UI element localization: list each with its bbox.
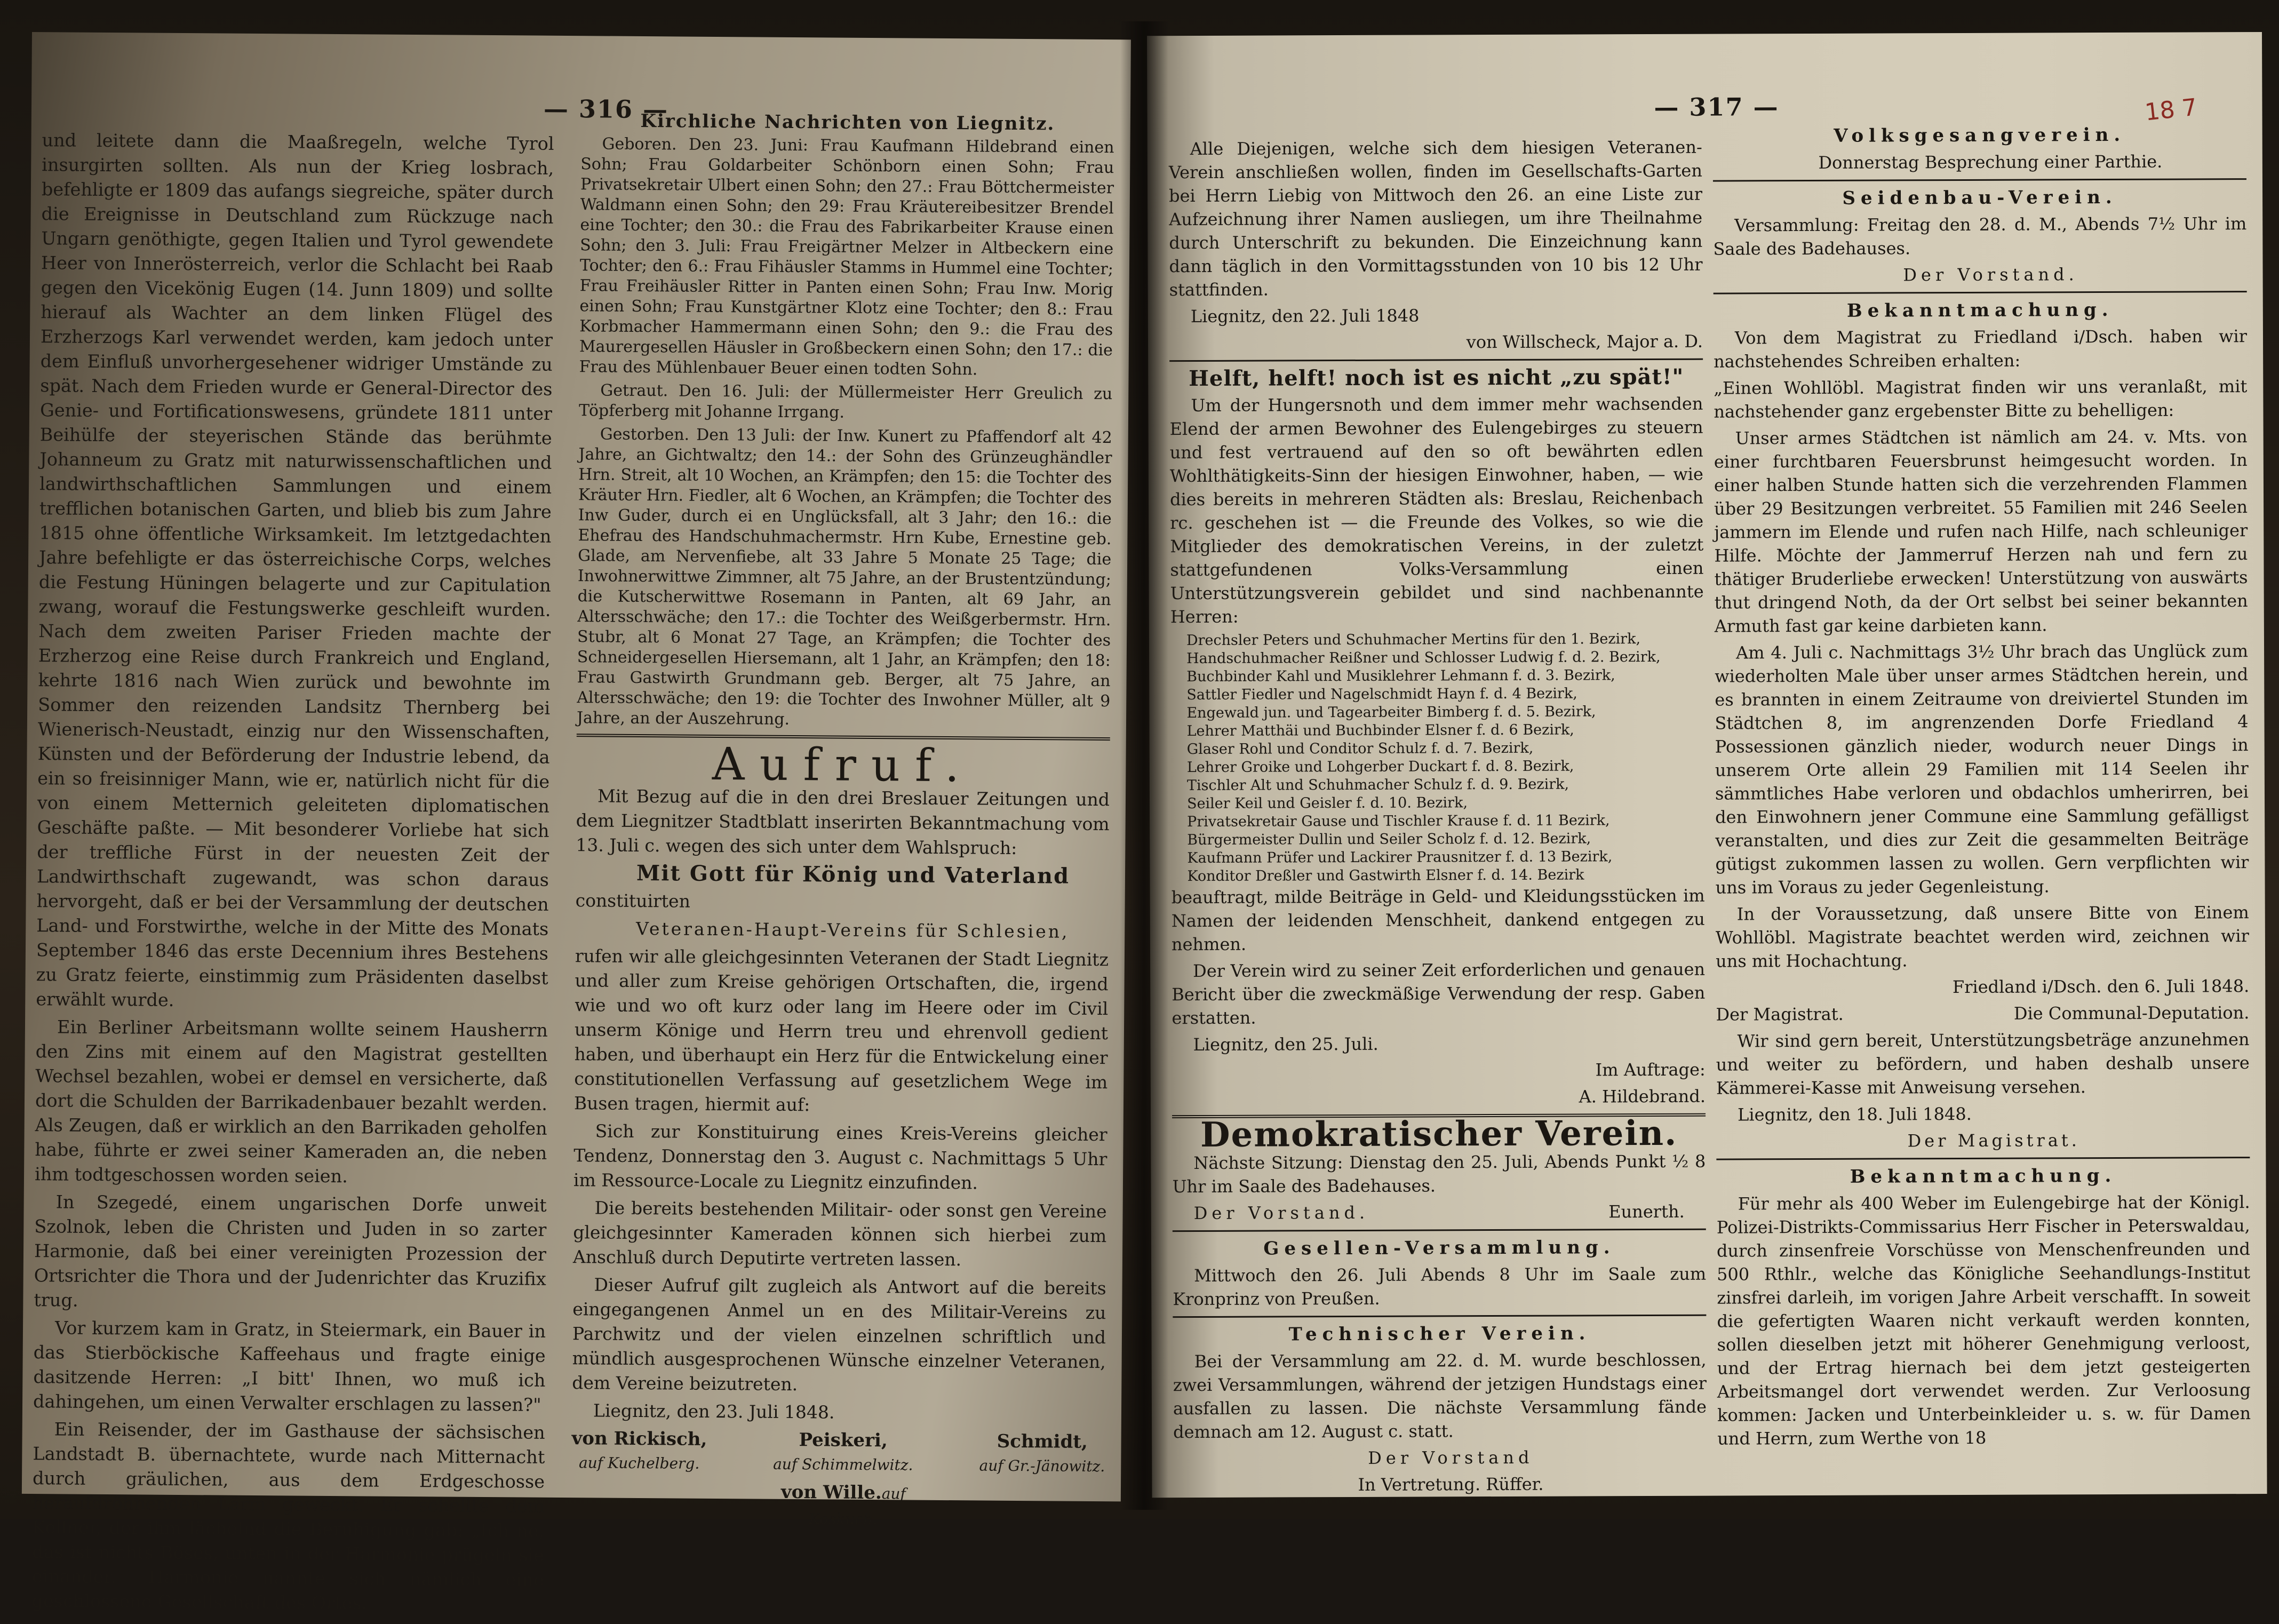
bek2-title: Bekanntmachung. (1850, 1165, 2117, 1188)
bek1-quote: „Einen Wohllöbl. Magistrat finden wir uns veranlaßt, mit nachstehender ganz ergebenster Bitte zu behelligen: (1714, 376, 2248, 422)
list-item: Lehrer Matthäi und Buchbinder Elsner f. d. 6 Bezirk, (1186, 721, 1574, 740)
dem-signature (1173, 1200, 1706, 1225)
seiden-title: Seidenbau-Verein. (1842, 186, 2117, 209)
tech-title: Technischer Verein. (1288, 1323, 1591, 1346)
seiden-body: Versammlung: Freitag den 28. d. M., Abends 7½ Uhr im Saale des Badehauses. (1713, 213, 2247, 259)
dem-body: Nächste Sitzung: Dienstag den 25. Juli, Abends Punkt ½ 8 Uhr im Saale des Badehauses. (1172, 1151, 1706, 1197)
bek1-sig2: Der Magistrat. (1907, 1130, 2080, 1151)
veteran-date: Liegnitz, den 22. Juli 1848 (1190, 305, 1420, 327)
aufruf-signers (571, 1426, 1105, 1479)
helft-sig2: A. Hildebrand. (1579, 1086, 1706, 1107)
aufruf-constituirten: constituirten (575, 890, 691, 912)
list-item: Bürgermeister Dullin und Seiler Scholz f. d. 12. Bezirk, (1187, 830, 1591, 849)
bek1-title: Bekanntmachung. (1846, 299, 2114, 322)
dem-sig-b: Eunerth. (1608, 1201, 1685, 1222)
page-316 (22, 32, 1131, 1614)
list-item: Kaufmann Prüfer und Lackirer Prausnitzer f. d. 13 Bezirk, (1187, 848, 1613, 867)
list-item: Engewald jun. und Tagearbeiter Bimberg f. d. 5. Bezirk, (1186, 703, 1596, 722)
helft-body: Um der Hungersnoth und dem immer mehr wachsenden Elend der armen Bewohner des Eulengebirges zu steuern und fest vertrauend auf den so oft bewährten edlen Wohlthätigkeits-Sinn der hiesigen Einwohner, haben, — wie dies bereits in mehreren Städten als: Breslau, Reichenbach rc. geschehen ist — die Freunde des Volkes, so wie die Mitglieder des demokratischen Vereins, in der zuletzt stattgefundenen Volks-Versammlung einen Unterstützungsverein gebildet und sind nachbenannte Herren: (1169, 393, 1704, 627)
veteran-notice: Alle Diejenigen, welche sich dem hiesigen Veteranen-Verein anschließen wollen, finden im Gesellschafts-Garten bei Herrn Liebig von Mittwoch den 26. an eine Liste zur Aufzeichnung ihrer Namen ausliegen, um ihre Theilnahme durch Unterschrift zu bekunden. Die Einzeichnung kann dann täglich in den Vormittagsstunden von 10 bis 12 Uhr stattfinden. (1168, 137, 1703, 300)
signer: von Wille.auf Koskuch. (780, 1481, 906, 1529)
bek1-sig-a: Der Magistrat. (1716, 1004, 1844, 1025)
list-item: Konditor Dreßler und Gastwirth Elsner f. d. 14. Bezirk (1187, 866, 1584, 885)
article-johann: und leitete dann die Maaßregeln, welche Tyrol insurgirten sollten. Als nun der Krieg losbrach, befehligte er 1809 das aufangs siegreiche, später durch die Ereignisse in Deutschland zum Rückzuge nach Ungarn genöthigte, gegen Italien und Tyrol gewendete Heer von Innerösterreich, verlor die Schlacht bei Raab gegen den Vicekönig Eugen (14. Junn 1809) und sollte hierauf als Wachter an dem linken Flügel des Erzherzogs Karl verwendet werden, kam jedoch unter dem Einfluß unvorhergesehener widriger Umstände zu spät. Nach dem Frieden wurde er General-Director des Genie- und Fortificationswesens, gründete 1811 unter Beihülfe der steyerischen Stände das berühmte Johanneum zu Gratz mit naturwissenschaftlichen und landwirthschaftlichen Sammlungen und einem trefflichen botanischen Garten, und blieb bis zum Jahre 1815 ohne öffentliche Wirksamkeit. Im letztgedachten Jahre befehligte er das österreichische Corps, welches die Festung Hüningen belagerte und zur Capitulation zwang, worauf die Festungswerke geschleift wurden. Nach dem zweiten Pariser Frieden machte der Erzherzog eine Reise durch Frankreich und England, kehrte 1816 nach Wien zurück und bewohnte im Sommer den reizenden Landsitz Thernberg bei Wienerisch-Neustadt, einzig nur den Wissenschaften, Künsten und der Beförderung der Industrie lebend, da ein so freisinniger Mann, wie er, natürlich nicht für die von einem Metternich geleiteten diplomatischen Geschäfte paßte. — Mit besonderer Vorliebe hat sich der treffliche Fürst in der neuesten Zeit der Landwirthschaft zugewandt, was schon daraus hervorgeht, daß er bei der Versammlung der deutschen Land- und Forstwirthe, welche in der Mitte des Monats September 1846 das erste Decennium ihres Bestehens zu Gratz feierte, einstimmig zum Präsidenten daselbst erwählt wurde. (36, 130, 554, 1010)
tech-sig1: Der Vorstand (1368, 1447, 1534, 1468)
left-column-1 (31, 128, 554, 1620)
helft-date: Liegnitz, den 25. Juli. (1193, 1033, 1378, 1055)
gestorben-section: Gestorben. Den 13 Juli: der Inw. Kunert zu Pfaffendorf alt 42 Jahre, an Gichtwaltz; den 14.: der Sohn des Grünzeughändler Hrn. Streit, alt 10 Wochen, an Krämpfen; den 15: die Tochter des Kräuter Hrn. Fiedler, alt 6 Wochen, an Krämpfen; die Tochter des Inw Guder, durch ei en Unglücksfall, alt 3 Jahr; den 16.: die Ehefrau des Handschuhmachermstr. Hrn Kube, Ernestine geb. Glade, am Nervenfiebe, alt 33 Jahre 5 Monate 25 Tage; die Inwohnerwittwe Zimmner, alt 75 Jahre, an der Brustentzündung; die Kutscherwittwe Rosemann in Panten, alt 69 Jahr, an Altersschwäche; den 17.: die Tochter des Weißgerbermstr. Hrn. Stubr, alt 6 Monat 27 Tage, an Krämpfen; die Tochter des Schneidergesellen Hiersemann, alt 1 Jahr, an Krämpfen; den 18: Frau Gastwirth Grundmann geb. Berger, alt 75 Jahre, an Altersschwäche; den 19: die Tochter des Inwohner Müller, alt 9 Jahre, an der Auszehrung. (576, 425, 1112, 729)
bek2-body: Für mehr als 400 Weber im Eulengebirge hat der Königl. Polizei-Distrikts-Commissarius Herr Fischer in Peterswaldau, durch zinsenfreie Vorschüsse von Menschenfreunden und 500 Rthlr., welche das Königliche Seehandlungs-Institut zinsfrei darleih, im vorigen Jahre Arbeit verschafft. In soweit die gefertigten Waaren nicht verkauft werden konnten, sollen dieselben jetzt mit höherer Genehmigung verloost, und der Ertrag hiernach bei dem jetzt gesteigerten Arbeitsmangel dort verwendet werden. Zur Verloosung kommen: Jacken und Unterbeinkleider u. s. w. für Damen und Herrn, zum Werthe von 18 (1716, 1192, 2251, 1449)
page-317 (1147, 32, 2267, 1498)
signer: Peiskeri, auf Schimmelwitz. (773, 1429, 913, 1474)
left-column-2 (571, 110, 1114, 1533)
bek1-p1: Unser armes Städtchen ist nämlich am 24. v. Mts. von einer furchtbaren Feuersbrunst heimgesucht worden. In einer halben Stunde hatten sich die verzehrenden Flammen über 29 Besitzungen verbreitet. 55 Familien mit 246 Seelen jammern im Elende und rufen nach Hilfe, nach schleuniger Hilfe. Möchte der Jammerruf Herzen nah und fern zu thätiger Bruderliebe erwecken! Unterstützung von auswärts thut dringend Noth, da der Ort selbst bei seiner bekannten Armuth fast gar keine darbieten kann. (1714, 426, 2248, 636)
article-berlin: Ein Berliner Arbeitsmann wollte seinem Hausherrn den Zins mit einem auf den Magistrat gestellten Wechsel bezahlen, wobei er demsel en versicherte, daß dort die Schulden der Barrikadenbauer bezahlt werden. Als Zeugen, daß er wirklich an den Barrikaden geholfen habe, führte er zwei seiner Kameraden an, die neben ihm todtgeschossen worden seien. (34, 1016, 548, 1187)
getraut-section: Getraut. Den 16. Juli: der Müllermeister Herr Greulich zu Töpferberg mit Johanne Irrgang. (578, 381, 1113, 422)
helft-end: beauftragt, milde Beiträge in Geld- und Kleidungsstücken im Namen der leidenden Menschheit, dankend entgegen zu nehmen. (1171, 885, 1705, 955)
gesellen-body: Mittwoch den 26. Juli Abends 8 Uhr im Saale zum Kronprinz von Preußen. (1173, 1263, 1707, 1310)
page-number-316: — 316 — (543, 94, 669, 124)
tech-body: Bei der Versammlung am 22. d. M. wurde beschlossen, zwei Versammlungen, während der jetzigen Hundstags einer ausfallen zu lassen. Die nächste Versammlung fände demnach am 12. August c. statt. (1173, 1349, 1707, 1443)
divider (1169, 359, 1703, 362)
list-item: Drechsler Peters und Schuhmacher Mertins für den 1. Bezirk, (1186, 631, 1641, 649)
dem-title: Demokratischer Verein. (1200, 1113, 1678, 1155)
kirchliche-title: Kirchliche Nachrichten von Liegnitz. (640, 110, 1055, 135)
volks-body: Donnerstag Besprechung einer Parthie. (1818, 151, 2163, 173)
helft-list (1170, 630, 1705, 886)
article-szegede: In Szegedé, einem ungarischen Dorfe unweit Szolnok, leben die Christen und Juden in so zarter Harmonie, daß bei einer vereinigten Prozession der Ortsrichter die Thora und der Judenrichter das Kruzifix trug. (34, 1191, 547, 1311)
article-harmonie: Ein Reisender, der im Gasthause der sächsischen Landstadt B. übernachtete, wurde nach Mitternacht durch gräulichen, aus dem Erdgeschosse heraufdröhnenden Lärm geweckt. Er schellte dem Kellner, der ihm lächelnd die Beruhigung gab: „Ich ne, das ist nichts Böses, unten in der Harmonie prügeln sie einander." Harmonie nannte sich nämlich eine geschlossene Gesellschaft des Ortes. (31, 1419, 545, 1614)
divider (1714, 291, 2247, 294)
aufruf-verein-name: Veteranen-Haupt-Vereins für Schlesien, (635, 918, 1070, 942)
veteran-signer: von Willscheck, Major a. D. (1466, 331, 1703, 353)
bek1-signature (1716, 1001, 2249, 1026)
divider (1713, 178, 2246, 181)
helft-p2: Der Verein wird zu seiner Zeit erforderlichen und genauen Bericht über die zweckmäßige Verwendung der resp. Gaben erstatten. (1172, 959, 1706, 1029)
aufruf-p2: Sich zur Konstituirung eines Kreis-Vereins gleicher Tendenz, Donnerstag den 3. August c. Nachmittags 5 Uhr im Ressource-Locale zu Liegnitz einzufinden. (573, 1120, 1107, 1193)
page-number-317: — 317 — (1654, 92, 1779, 122)
bek1-intro: Von dem Magistrat zu Friedland i/Dsch. haben wir nachstehendes Schreiben erhalten: (1714, 326, 2248, 372)
bek1-p3: In der Voraussetzung, daß unsere Bitte von Einem Wohllöbl. Magistrate beachtet werden wird, zeichnen wir uns mit Hochachtung. (1715, 902, 2249, 972)
list-item: Lehrer Groike und Lohgerber Duckart f. d. 8. Bezirk, (1186, 758, 1574, 776)
list-item: Privatsekretair Gause und Tischler Krause f. d. 11 Bezirk, (1187, 812, 1610, 831)
list-item: Tischler Alt und Schuhmacher Schulz f. d. 9. Bezirk, (1186, 776, 1569, 794)
handwritten-page-note: 18 7 (2143, 93, 2198, 126)
bek1-p2: Am 4. Juli c. Nachmittags 3½ Uhr brach das Unglück zum wiederholten Male über unser armes Städtchen herein, und es brannten in einem Zeitraume von dreiviertel Stunden im Städtchen 8, im angrenzenden Dorfe Friedland 4 Possessionen gänzlich nieder, wodurch neuer Dings in unserem Orte allein 29 Familien mit 114 Seelen ihr sämmtliches Habe verloren und obdachlos umherirren, bei den Einwohnern jener Commune eine Sammlung gefälligst veranstalten, und dies zur Zeit die gesammelten Beiträge gütigst zukommen lassen zu wollen. Gern verpflichten wir uns im Voraus zu jeder Gegenleistung. (1715, 641, 2249, 898)
aufruf-date: Liegnitz, den 23. Juli 1848. (593, 1400, 835, 1423)
helft-title: Helft, helft! noch ist es nicht „zu spät!" (1189, 364, 1684, 392)
tech-sig2: In Vertretung. Rüffer. (1358, 1474, 1544, 1495)
aufruf-title: Aufruf. (712, 737, 975, 792)
geboren-section: Geboren. Den 23. Juni: Frau Kaufmann Hildebrand einen Sohn; Frau Goldarbeiter Schönborn einen Sohn; Frau Privatsekretair Ulbert einen Sohn; den 27.: Frau Böttchermeister Waldmann einen Sohn; den 29: Frau Kräutereibesitzer Brendel eine Tochter; den 30.: die Frau des Fabrikarbeiter Krause einen Sohn; den 3. Juli: Frau Freigärtner Melzer in Altbeckern eine Tochter; den 6.: Frau Fihäusler Stamms in Hummel eine Tochter; Frau Freihäusler Ritter in Panten einen Sohn; Frau Inw. Morig einen Sohn; Frau Kunstgärtner Klotz eine Tochter; den 8.: Frau Korbmacher Hammermann einen Sohn; den 9.: die Frau des Maurergesellen Häusler in Großbeckern einen Sohn; den 17.: die Frau des Mühlenbauer Beuer einen todten Sohn. (579, 134, 1114, 379)
divider (1173, 1229, 1706, 1232)
bek1-date: Friedland i/Dsch. den 6. Juli 1848. (1952, 976, 2250, 998)
list-item: Buchbinder Kahl und Musiklehrer Lehmann f. d. 3. Bezirk, (1186, 667, 1615, 686)
signer: Schmidt, auf Gr.-Jänowitz. (979, 1430, 1105, 1476)
bek1-date2: Liegnitz, den 18. Juli 1848. (1738, 1103, 1972, 1125)
article-gratz: Vor kurzem kam in Gratz, in Steiermark, ein Bauer in das Stierböckische Kaffeehaus und fragte einige dasitzende Herren: „I bitt' Ihnen, wo muß ich dahingehen, um einen Verwalter erschlagen zu lassen?" (33, 1317, 546, 1415)
list-item: Seiler Keil und Geisler f. d. 10. Bezirk, (1186, 794, 1468, 813)
divider (1173, 1315, 1706, 1318)
bek1-sig-b: Die Communal-Deputation. (2013, 1002, 2250, 1024)
gesellen-title: Gesellen-Versammlung. (1263, 1237, 1615, 1260)
aufruf-body: rufen wir alle gleichgesinnten Veteranen der Stadt Liegnitz und aller zum Kreise gehörigen Ortschaften, die, irgend wie und wo oft kurz oder lang im Heere oder im Civil unserm Könige und Herrn treu und ehrenvoll gedient haben, und überhaupt ein Herz für die Entwickelung einer constitutionellen Verfassung auf gesetzlichem Wege im Busen tragen, hiermit auf: (573, 945, 1109, 1116)
list-item: Sattler Fiedler und Nagelschmidt Hayn f. d. 4 Bezirk, (1186, 685, 1577, 704)
aufruf-p3: Die bereits bestehenden Militair- oder sonst gen Vereine gleichgesinnter Kameraden können sich hierbei zum Anschluß durch Deputirte vertreten lassen. (572, 1197, 1107, 1270)
volks-title: Volksgesangverein. (1834, 124, 2126, 147)
seiden-sig: Der Vorstand. (1903, 264, 2078, 285)
list-item: Glaser Rohl und Conditor Schulz f. d. 7. Bezirk, (1186, 739, 1534, 758)
helft-sig1: Im Auftrage: (1595, 1059, 1706, 1080)
signer: von Rickisch, auf Kuchelberg. (571, 1428, 707, 1472)
right-column-1 (1169, 136, 1707, 1500)
aufruf-p4: Dieser Aufruf gilt zugleich als Antwort auf die bereits eingegangenen Anmel un en des Militair-Vereins zu Parchwitz und der vielen einzelnen schriftlich und mündlich ausgesprochenen Wünsche einzelner Veteranen, dem Vereine beizutreten. (572, 1274, 1106, 1395)
bek1-p4: Wir sind gern bereit, Unterstützungsbeträge anzunehmen und weiter zu befördern, und haben deshalb unsere Kämmerei-Kasse mit Anweisung versehen. (1716, 1029, 2250, 1098)
aufruf-intro: Mit Bezug auf die in den drei Breslauer Zeitungen und dem Liegnitzer Stadtblatt inserirten Bekanntmachung vom 13. Juli c. wegen des sich unter dem Wahlspruch: (576, 785, 1110, 858)
aufruf-motto: Mit Gott für König und Vaterland (636, 860, 1070, 889)
list-item: Handschuhmacher Reißner und Schlosser Ludwig f. d. 2. Bezirk, (1186, 648, 1661, 667)
divider (1716, 1157, 2250, 1160)
right-column-2 (1713, 124, 2251, 1453)
dem-sig-a: Der Vorstand. (1193, 1202, 1369, 1224)
